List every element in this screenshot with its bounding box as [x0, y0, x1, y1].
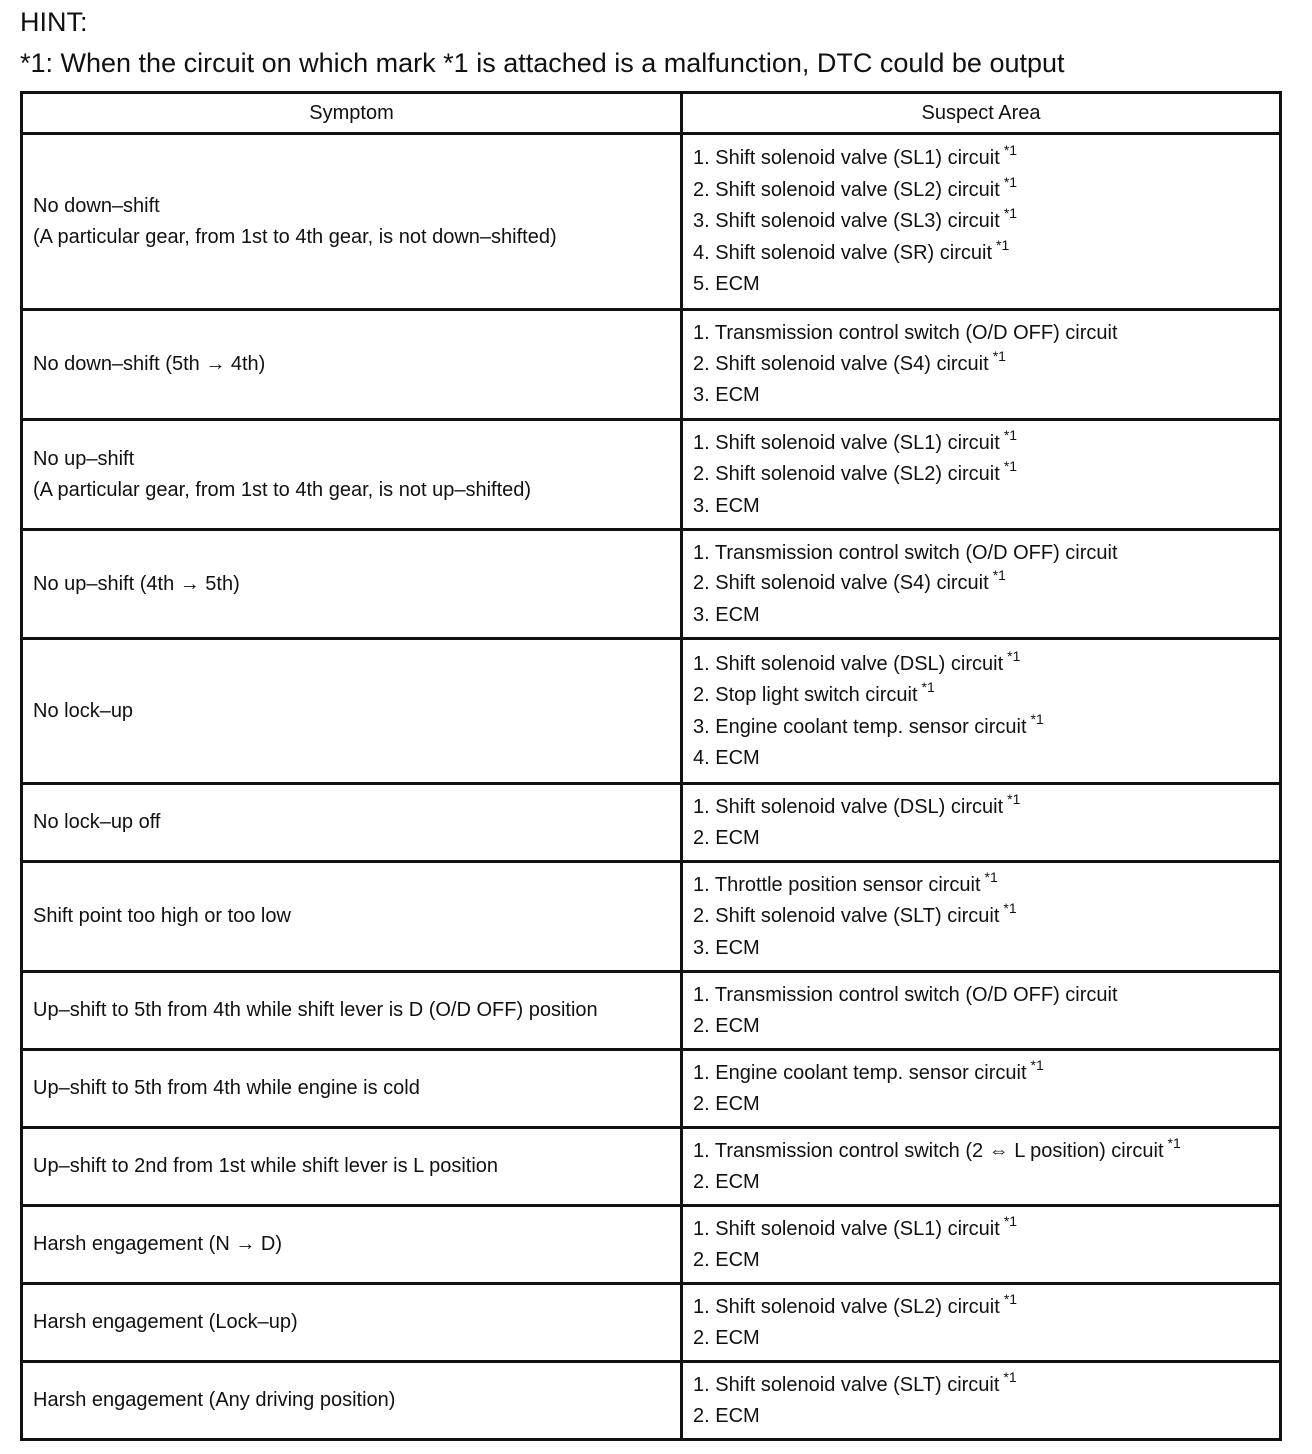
suspect-area-cell — [682, 639, 1281, 784]
symptom-cell — [22, 862, 682, 972]
table-row — [22, 134, 1281, 310]
suspect-area-text: 3. Engine coolant temp. sensor circuit — [693, 715, 1027, 738]
suspect-area-item — [693, 1323, 1269, 1354]
table-row — [22, 972, 1281, 1050]
table-row — [22, 1284, 1281, 1362]
suspect-area-text: 1. Shift solenoid valve (SLT) circuit — [693, 1373, 1000, 1396]
footnote-reference: *1 — [992, 347, 1006, 364]
symptom-text: Up–shift to 5th from 4th while shift lever is D (O/D OFF) position — [33, 999, 598, 1021]
symptom-cell — [22, 134, 682, 310]
symptom-text: No up–shift (4th → 5th) — [33, 572, 240, 595]
symptom-cell — [22, 420, 682, 530]
suspect-area-text: 4. ECM — [693, 747, 760, 769]
suspect-area-cell — [682, 1284, 1281, 1362]
symptom-cell — [22, 310, 682, 420]
suspect-area-text: 2. ECM — [693, 1014, 760, 1037]
suspect-area-text: 2. Shift solenoid valve (SL2) circuit — [693, 178, 1000, 201]
symptom-text: No lock–up off — [33, 811, 161, 833]
suspect-area-cell — [682, 1128, 1281, 1206]
footnote-reference: *1 — [996, 236, 1010, 253]
suspect-area-text: 2. Stop light switch circuit — [693, 684, 918, 706]
hint-title: HINT: — [20, 7, 88, 37]
suspect-area-cell — [682, 1050, 1281, 1128]
footnote-reference: *1 — [1003, 173, 1018, 190]
hint-note: *1: When the circuit on which mark *1 is attached is a malfunction, DTC could be output — [20, 48, 1065, 78]
footnote-reference: *1 — [1003, 1290, 1018, 1307]
footnote-reference: *1 — [1003, 458, 1018, 475]
suspect-area-item — [693, 238, 1269, 270]
suspect-area-item — [693, 649, 1269, 681]
suspect-area-item — [693, 491, 1269, 522]
suspect-area-text: 2. ECM — [693, 1093, 760, 1115]
suspect-area-text: 3. ECM — [693, 494, 760, 517]
suspect-area-cell — [682, 530, 1281, 639]
suspect-area-text: 2. ECM — [693, 1405, 760, 1427]
suspect-area-text: 2. ECM — [693, 1249, 760, 1271]
symptom-text: Up–shift to 5th from 4th while engine is cold — [33, 1077, 420, 1099]
table-row — [22, 1362, 1281, 1440]
suspect-area-text: 2. ECM — [693, 1171, 760, 1193]
symptom-text: No down–shift — [33, 194, 160, 217]
suspect-area-item — [693, 823, 1269, 854]
suspect-area-text: 1. Shift solenoid valve (SL2) circuit — [693, 1295, 1000, 1318]
suspect-area-item — [693, 901, 1269, 933]
suspect-area-item — [693, 206, 1269, 238]
suspect-area-text: 1. Engine coolant temp. sensor circuit — [693, 1061, 1027, 1084]
suspect-area-text: 1. Transmission control switch (O/D OFF) circuit — [693, 984, 1118, 1006]
suspect-area-text: 1. Transmission control switch (O/D OFF) circuit — [693, 322, 1118, 345]
column-header-symptom: Symptom — [22, 93, 682, 134]
symptom-cell — [22, 1206, 682, 1284]
suspect-area-cell — [682, 310, 1281, 420]
symptom-cell — [22, 1050, 682, 1128]
symptom-text: Harsh engagement (N → D) — [33, 1233, 282, 1255]
suspect-area-text: 3. Shift solenoid valve (SL3) circuit — [693, 210, 1000, 233]
suspect-area-text: 2. ECM — [693, 827, 760, 849]
suspect-area-text: 1. Shift solenoid valve (SL1) circuit — [693, 1217, 1000, 1240]
column-header-suspect-area: Suspect Area — [682, 93, 1281, 134]
table-row — [22, 639, 1281, 784]
symptom-cell — [22, 1284, 682, 1362]
symptom-cell — [22, 1128, 682, 1206]
suspect-area-item — [693, 600, 1269, 631]
suspect-area-item — [693, 1136, 1269, 1168]
suspect-area-cell — [682, 1362, 1281, 1440]
suspect-area-text: 2. Shift solenoid valve (S4) circuit — [693, 352, 989, 375]
suspect-area-text: 1. Shift solenoid valve (DSL) circuit — [693, 795, 1004, 818]
footnote-reference: *1 — [1003, 205, 1018, 222]
suspect-area-item — [693, 538, 1269, 569]
suspect-area-text: 5. ECM — [693, 273, 760, 296]
suspect-area-text: 1. Shift solenoid valve (DSL) circuit — [693, 652, 1004, 675]
suspect-area-cell — [682, 420, 1281, 530]
suspect-area-item — [693, 1167, 1269, 1198]
suspect-area-text: 1. Throttle position sensor circuit — [693, 873, 981, 896]
suspect-area-item — [693, 680, 1269, 712]
symptom-text: Up–shift to 2nd from 1st while shift lever is L position — [33, 1155, 499, 1177]
symptom-table — [20, 91, 1282, 1441]
suspect-area-text: 2. Shift solenoid valve (S4) circuit — [693, 572, 989, 595]
table-row — [22, 1128, 1281, 1206]
table-header-row — [22, 93, 1281, 134]
footnote-reference: *1 — [1030, 710, 1044, 727]
suspect-area-item — [693, 1292, 1269, 1324]
suspect-area-item — [693, 318, 1269, 349]
footnote-reference: *1 — [984, 868, 998, 885]
suspect-area-item — [693, 743, 1269, 774]
footnote-reference: *1 — [1007, 647, 1021, 664]
footnote-reference: *1 — [992, 567, 1006, 584]
symptom-text: No down–shift (5th → 4th) — [33, 353, 266, 375]
table-row — [22, 530, 1281, 639]
suspect-area-cell — [682, 862, 1281, 972]
symptom-cell — [22, 972, 682, 1050]
table-row — [22, 420, 1281, 530]
suspect-area-text: 2. ECM — [693, 1327, 760, 1349]
suspect-area-item — [693, 175, 1269, 207]
suspect-area-text: 1. Shift solenoid valve (SL1) circuit — [693, 147, 1000, 170]
symptom-cell — [22, 784, 682, 862]
suspect-area-item — [693, 792, 1269, 824]
suspect-area-item — [693, 1214, 1269, 1246]
suspect-area-item — [693, 712, 1269, 744]
suspect-area-text: 4. Shift solenoid valve (SR) circuit — [693, 241, 993, 264]
table-row — [22, 1050, 1281, 1128]
table-row — [22, 784, 1281, 862]
suspect-area-item — [693, 143, 1269, 175]
suspect-area-cell — [682, 1206, 1281, 1284]
symptom-text: (A particular gear, from 1st to 4th gear, is not up–shifted) — [33, 478, 532, 501]
suspect-area-item — [693, 459, 1269, 491]
suspect-area-text: 3. ECM — [693, 936, 760, 959]
symptom-text: No up–shift — [33, 447, 135, 470]
suspect-area-item — [693, 1401, 1269, 1432]
table-row — [22, 1206, 1281, 1284]
suspect-area-item — [693, 380, 1269, 411]
suspect-area-item — [693, 568, 1269, 600]
suspect-area-item — [693, 870, 1269, 902]
suspect-area-item — [693, 933, 1269, 964]
suspect-area-item — [693, 1058, 1269, 1090]
symptom-text: No lock–up — [33, 699, 134, 722]
symptom-text: Shift point too high or too low — [33, 905, 291, 927]
suspect-area-cell — [682, 134, 1281, 310]
footnote-reference: *1 — [1003, 426, 1018, 443]
footnote-reference: *1 — [1003, 1212, 1018, 1229]
symptom-cell — [22, 1362, 682, 1440]
suspect-area-text: 3. ECM — [693, 603, 760, 626]
footnote-reference: *1 — [1030, 1056, 1044, 1073]
symptom-cell — [22, 530, 682, 639]
footnote-reference: *1 — [1003, 900, 1017, 917]
suspect-area-text: 2. Shift solenoid valve (SLT) circuit — [693, 905, 1000, 928]
suspect-area-text: 1. Transmission control switch (2 ⇔ L position) circuit — [693, 1139, 1164, 1162]
suspect-area-item — [693, 428, 1269, 460]
symptom-text: Harsh engagement (Lock–up) — [33, 1311, 298, 1333]
suspect-area-cell — [682, 972, 1281, 1050]
symptom-text: Harsh engagement (Any driving position) — [33, 1389, 396, 1411]
footnote-reference: *1 — [1007, 790, 1021, 807]
suspect-area-item — [693, 1089, 1269, 1120]
suspect-area-text: 2. Shift solenoid valve (SL2) circuit — [693, 463, 1000, 486]
suspect-area-item — [693, 269, 1269, 300]
table-row — [22, 862, 1281, 972]
suspect-area-text: 3. ECM — [693, 384, 760, 407]
suspect-area-item — [693, 1245, 1269, 1276]
suspect-area-text: 1. Transmission control switch (O/D OFF) circuit — [693, 541, 1118, 564]
suspect-area-item — [693, 980, 1269, 1011]
symptom-text: (A particular gear, from 1st to 4th gear, is not down–shifted) — [33, 225, 557, 248]
footnote-reference: *1 — [921, 679, 935, 695]
table-row — [22, 310, 1281, 420]
suspect-area-cell — [682, 784, 1281, 862]
suspect-area-item — [693, 1370, 1269, 1402]
suspect-area-item — [693, 1011, 1269, 1042]
footnote-reference: *1 — [1003, 142, 1018, 159]
symptom-cell — [22, 639, 682, 784]
footnote-reference: *1 — [1167, 1134, 1181, 1151]
footnote-reference: *1 — [1003, 1368, 1017, 1385]
suspect-area-item — [693, 349, 1269, 381]
suspect-area-text: 1. Shift solenoid valve (SL1) circuit — [693, 431, 1000, 454]
